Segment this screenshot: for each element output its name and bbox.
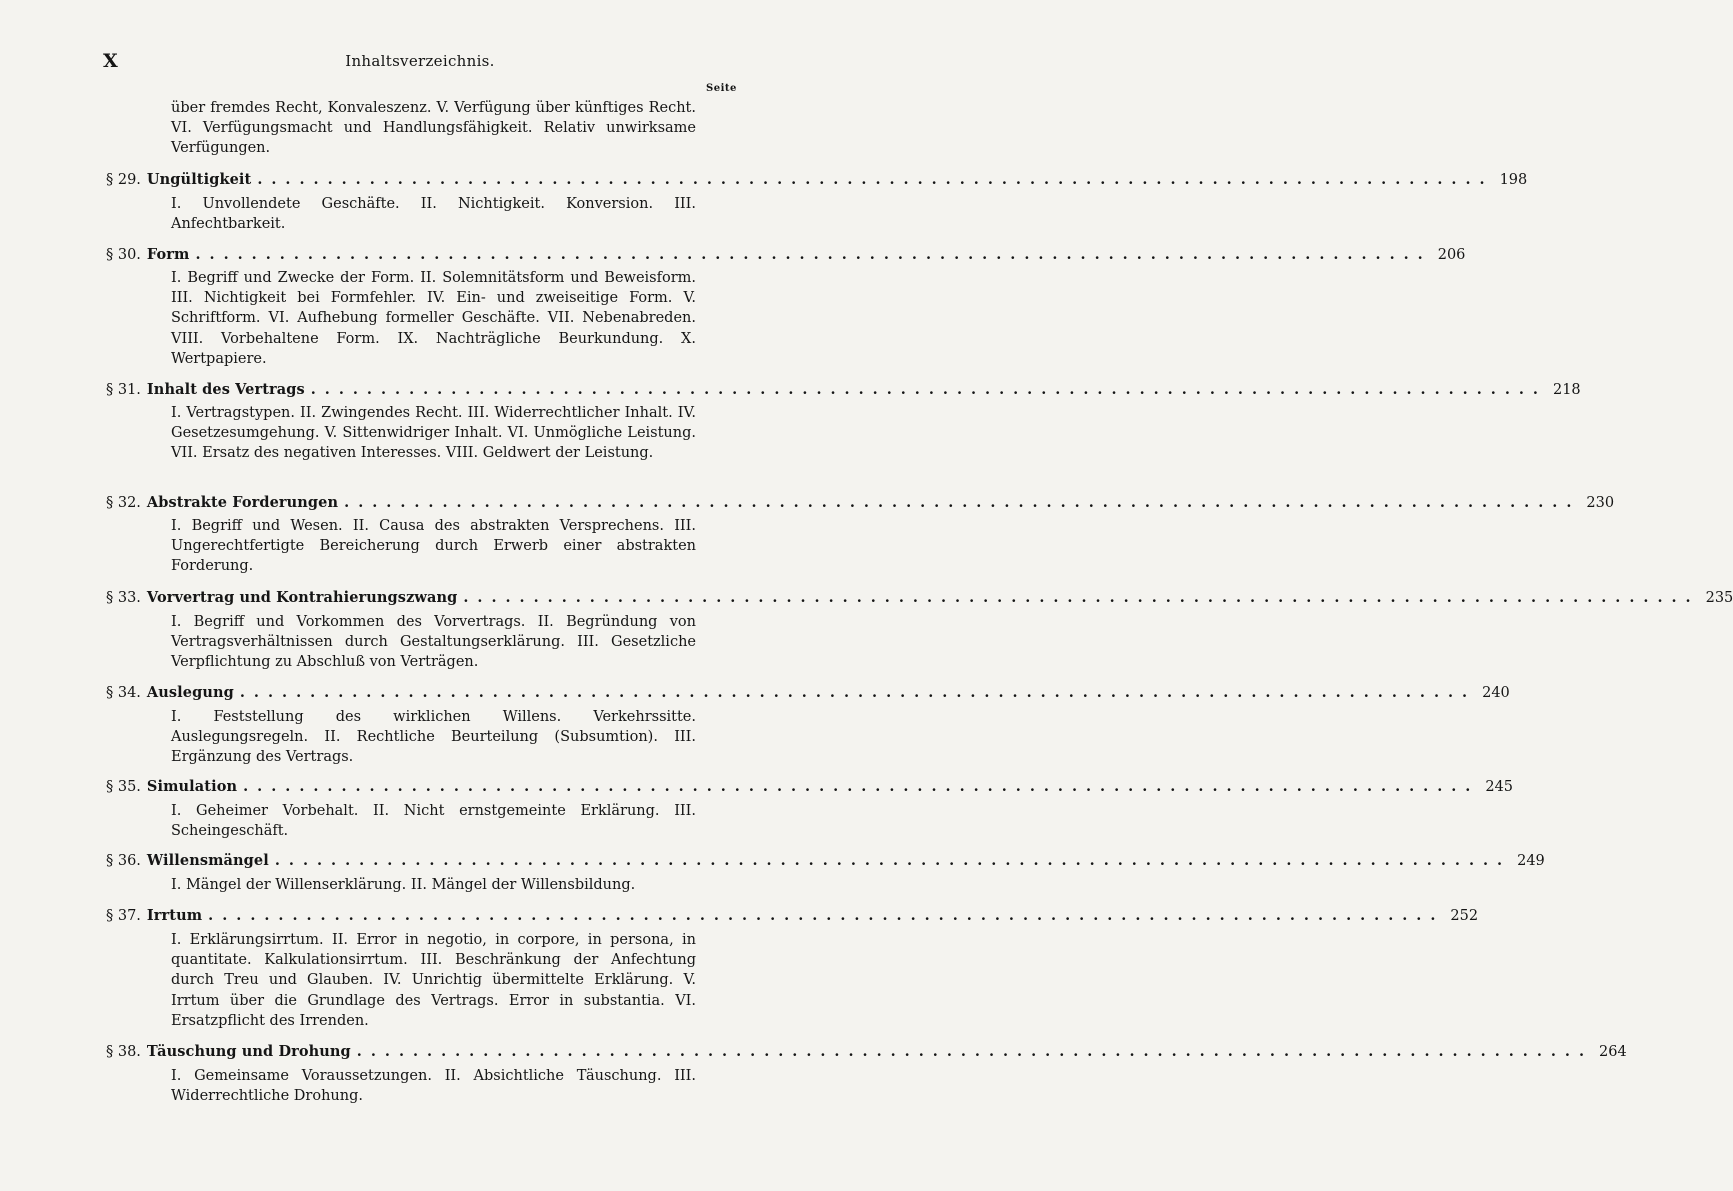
dot-leader: ........................................................................................: [257, 171, 1494, 188]
dot-leader: ........................................................................................: [274, 852, 1512, 869]
toc-entry[interactable]: [106, 1042, 1627, 1062]
section-number: § 29.: [106, 172, 141, 188]
toc-entry[interactable]: [106, 851, 1545, 871]
dot-leader: ........................................................................................: [208, 907, 1445, 924]
page-number: 206: [1437, 247, 1466, 263]
section-title: Willensmängel: [146, 852, 269, 869]
toc-entry[interactable]: [106, 170, 1528, 190]
toc-entry[interactable]: [106, 683, 1510, 703]
dot-leader: ........................................................................................: [195, 246, 1432, 263]
section-number: § 35.: [106, 779, 141, 795]
toc-entry[interactable]: [106, 906, 1479, 926]
section-description: I. Mängel der Willenserklärung. II. Mängel der Willensbildung.: [171, 877, 636, 893]
section-number: § 33.: [106, 590, 141, 606]
page-number: 245: [1485, 779, 1514, 795]
section-description: I. Geheimer Vorbehalt. II. Nicht ernstgemeinte Erklärung. III. Scheingeschäft.: [171, 803, 696, 840]
section-description: I. Begriff und Zwecke der Form. II. Solemnitätsform und Beweisform. III. Nichtigkeit bei Formfehler. IV. Ein- und zweiseitige Form. V. Schriftform. VI. Aufhebung formeller Geschäfte. VII. Nebenabreden. VIII. Vorbehaltene Form. IX. Nachträgliche Beurkundung. X. Wertpapiere.: [171, 270, 696, 367]
section-description: I. Gemeinsame Voraussetzungen. II. Absichtliche Täuschung. III. Widerrechtliche Drohung.: [171, 1068, 696, 1105]
section-number: § 38.: [106, 1044, 141, 1060]
dot-leader: ........................................................................................: [239, 684, 1477, 701]
page-column-label: Seite: [706, 83, 737, 94]
section-number: § 32.: [106, 495, 141, 511]
page-number: 218: [1552, 382, 1581, 398]
toc-entry[interactable]: [106, 493, 1615, 513]
section-title: Ungültigkeit: [146, 171, 252, 188]
dot-leader: ........................................................................................: [356, 1043, 1594, 1060]
section-number: § 30.: [106, 247, 141, 263]
section-description: I. Feststellung des wirklichen Willens. Verkehrssitte. Auslegungsregeln. II. Rechtliche Beurteilung (Subsumtion). III. Ergänzung des Vertrags.: [171, 709, 696, 766]
dot-leader: ........................................................................................: [463, 589, 1700, 606]
running-title: Inhaltsverzeichnis.: [345, 52, 495, 70]
page-number: 235: [1705, 590, 1733, 606]
page-number: 230: [1586, 495, 1615, 511]
page-number: 252: [1450, 908, 1479, 924]
section-number: § 36.: [106, 853, 141, 869]
section-number: § 31.: [106, 382, 141, 398]
toc-entry[interactable]: [106, 380, 1581, 400]
section-title: Vorvertrag und Kontrahierungszwang: [146, 589, 458, 606]
carryover-description: über fremdes Recht, Konvaleszenz. V. Verfügung über künftiges Recht. VI. Verfügungsmacht und Handlungsfähigkeit. Relativ unwirksame Verfügungen.: [171, 100, 696, 157]
page-number: 264: [1599, 1044, 1627, 1060]
section-title: Inhalt des Vertrags: [146, 381, 305, 398]
section-title: Simulation: [146, 778, 238, 795]
section-number: § 34.: [106, 685, 141, 701]
dot-leader: ........................................................................................: [310, 381, 1547, 398]
section-title: Irrtum: [146, 907, 203, 924]
dot-leader: ........................................................................................: [344, 494, 1581, 511]
section-title: Auslegung: [146, 684, 234, 701]
page-number: 240: [1482, 685, 1510, 701]
toc-entry[interactable]: [106, 588, 1733, 608]
page-numeral: X: [103, 50, 119, 72]
dot-leader: ........................................................................................: [243, 778, 1480, 795]
section-title: Form: [146, 246, 190, 263]
section-description: I. Erklärungsirrtum. II. Error in negotio, in corpore, in persona, in quantitate. Kalkulationsirrtum. III. Beschränkung der Anfechtung durch Treu und Glauben. IV. Unrichtig übermittelte Erklärung. V. Irrtum über die Grundlage des Vertrags. Error in substantia. VI. Ersatzpflicht des Irrenden.: [171, 932, 696, 1029]
section-description: I. Unvollendete Geschäfte. II. Nichtigkeit. Konversion. III. Anfechtbarkeit.: [171, 196, 696, 233]
section-title: Abstrakte Forderungen: [146, 494, 339, 511]
page-number: 249: [1517, 853, 1545, 869]
section-description: I. Begriff und Vorkommen des Vorvertrags. II. Begründung von Vertragsverhältnissen durch Gestaltungserklärung. III. Gesetzliche Verpflichtung zu Abschluß von Verträgen.: [171, 614, 696, 671]
section-description: I. Vertragstypen. II. Zwingendes Recht. III. Widerrechtlicher Inhalt. IV. Gesetzesumgehung. V. Sittenwidriger Inhalt. VI. Unmögliche Leistung. VII. Ersatz des negativen Interesses. VIII. Geldwert der Leistung.: [171, 405, 696, 462]
toc-entry[interactable]: [106, 245, 1466, 265]
section-number: § 37.: [106, 908, 141, 924]
page-number: 198: [1499, 172, 1528, 188]
toc-entry[interactable]: [106, 777, 1514, 797]
section-description: I. Begriff und Wesen. II. Causa des abstrakten Versprechens. III. Ungerechtfertigte Bereicherung durch Erwerb einer abstrakten Forderung.: [171, 518, 696, 575]
section-title: Täuschung und Drohung: [146, 1043, 351, 1060]
